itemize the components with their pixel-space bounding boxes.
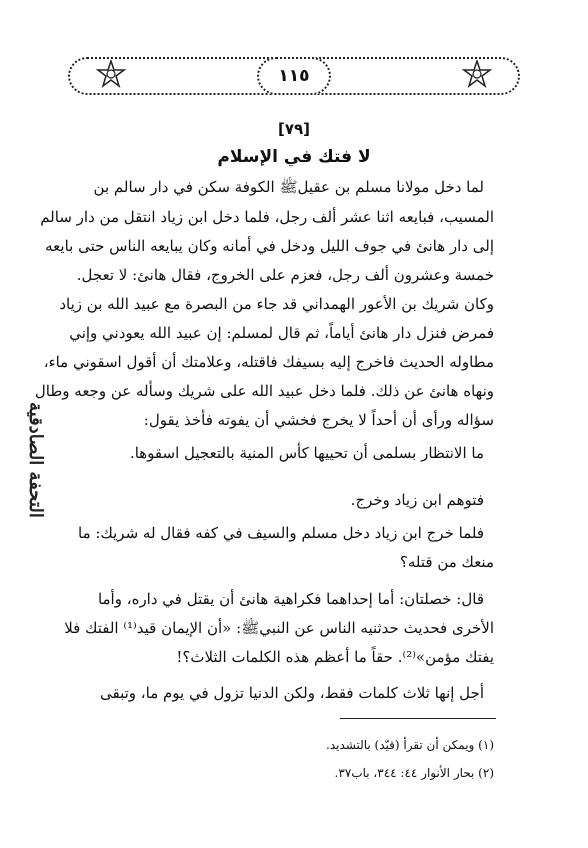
footnote: (٢) بحار الأنوار ٤٤: ٣٤٤، باب٣٧. xyxy=(334,766,494,780)
paragraph-line: فلما خرج ابن زياد دخل مسلم والسيف في كفه فقال له شريك: ما xyxy=(78,524,484,542)
paragraph-line: منعك من قتله؟ xyxy=(399,553,494,571)
paragraph-line: يفتك مؤمن»⁽²⁾. حقاً ما أعظم هذه الكلمات الثلاث؟! xyxy=(176,648,494,666)
paragraph-line: فتوهم ابن زياد وخرج. xyxy=(350,491,484,509)
chapter-number: [٧٩] xyxy=(277,120,311,138)
paragraph-line: خمسة وعشرون ألف رجل، فعزم على الخروج، فقال هانئ: لا تعجل. xyxy=(76,266,494,284)
page-number: ١١٥ xyxy=(257,57,331,95)
chapter-title: لا فتك في الإسلام xyxy=(217,147,371,167)
paragraph-line: مطاوله الحديث فاخرج إليه بسيفك فاقتله، وعلامتك أن أقول اسقوني ماء، xyxy=(43,353,494,371)
ornament-star-icon xyxy=(462,60,492,90)
book-title-sidebar: التحفة الصادقية xyxy=(25,402,46,518)
paragraph-line: إلى دار هانئ في جوف الليل ودخل في أمانه وكان يبايعه الناس حتى بايعه xyxy=(45,237,494,255)
paragraph-line: لما دخل مولانا مسلم بن عقيلﷺ الكوفة سكن في دار سالم بن xyxy=(93,178,484,196)
paragraph-line: المسيب، فبايعه اثنا عشر ألف رجل، فلما دخل ابن زياد انتقل من دار سالم xyxy=(40,208,494,226)
paragraph-line: الأخرى فحديث حدثنيه الناس عن النبيﷺ: «أن الإيمان قيد⁽¹⁾ الفتك فلا xyxy=(64,619,494,637)
ornament-star-icon xyxy=(96,60,126,90)
poem-line: ما الانتظار بسلمى أن تحييها كأس المنية بالتعجيل اسقوها. xyxy=(129,444,484,462)
paragraph-line: أجل إنها ثلاث كلمات فقط، ولكن الدنيا تزول في يوم ما، وتبقى xyxy=(100,684,484,702)
footnote-divider xyxy=(340,718,496,719)
paragraph-line: قال: خصلتان: أما إحداهما فكراهية هانئ أن يقتل في داره، وأما xyxy=(97,590,484,608)
page-header xyxy=(68,57,520,95)
paragraph-line: سؤاله ورأى أن أحداً لا يخرج فخشي أن يفوته فأخذ يقول: xyxy=(143,411,494,429)
paragraph-line: وكان شريك بن الأعور الهمداني قد جاء من البصرة مع عبيد الله بن زياد xyxy=(59,295,494,313)
footnote: (١) ويمكن أن تقرأ (قيّد) بالتشديد. xyxy=(326,738,494,752)
paragraph-line: ونهاه هانئ عن ذلك. فلما دخل عبيد الله على شريك وسأله عن وجعه وطال xyxy=(34,382,494,400)
paragraph-line: فمرض فنزل دار هانئ أياماً، ثم قال لمسلم: إن عبيد الله يعودني وإني xyxy=(69,324,494,342)
